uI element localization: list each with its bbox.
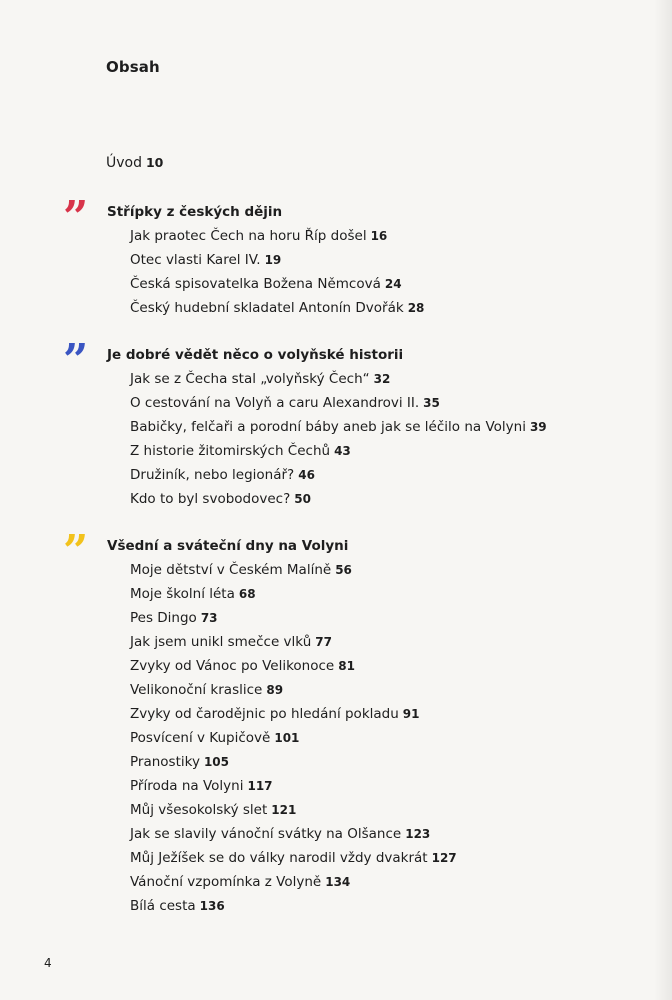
- entry-page-number: 46: [298, 468, 315, 482]
- toc-entry: [130, 395, 547, 419]
- section-entries: [130, 228, 424, 324]
- quote-mark-icon: ”: [63, 335, 89, 386]
- toc-entry: [130, 276, 424, 300]
- toc-entry: [130, 778, 457, 802]
- toc-entry: [130, 300, 424, 324]
- entry-page-number: 117: [247, 779, 273, 793]
- toc-entry: [130, 228, 424, 252]
- entry-title: Kdo to byl svobodovec?: [130, 491, 291, 507]
- entry-title: Český hudební skladatel Antonín Dvořák: [130, 300, 404, 316]
- toc-entry: [130, 874, 457, 898]
- toc-entry: [130, 252, 424, 276]
- section-entries: [130, 371, 547, 515]
- toc-entry: [130, 467, 547, 491]
- toc-entry: [130, 706, 457, 730]
- entry-title: Z historie žitomirských Čechů: [130, 443, 331, 459]
- section-title: Střípky z českých dějin: [107, 204, 283, 220]
- toc-entry: [130, 682, 457, 706]
- entry-title: Zvyky od čarodějnic po hledání pokladu: [130, 706, 399, 722]
- entry-title: Babičky, felčaři a porodní báby aneb jak se léčilo na Volyni: [130, 419, 526, 435]
- entry-page-number: 123: [405, 827, 431, 841]
- entry-title: Otec vlasti Karel IV.: [130, 252, 261, 268]
- toc-entry: [130, 898, 457, 922]
- entry-page-number: 16: [370, 229, 388, 243]
- quote-mark-icon: ”: [63, 192, 89, 243]
- toc-entry: [130, 371, 547, 395]
- entry-page-number: 24: [384, 277, 402, 291]
- entry-title: Posvícení v Kupičově: [130, 730, 271, 746]
- intro-page-number: 10: [145, 155, 164, 170]
- entry-title: Jak se slavily vánoční svátky na Olšance: [130, 826, 402, 842]
- section-entries: [130, 562, 457, 922]
- entry-title: Česká spisovatelka Božena Němcová: [130, 276, 381, 292]
- entry-title: Bílá cesta: [130, 898, 196, 914]
- entry-page-number: 101: [274, 731, 300, 745]
- toc-entry: [130, 850, 457, 874]
- entry-page-number: 81: [338, 659, 355, 673]
- entry-title: Můj všesokolský slet: [130, 802, 268, 818]
- entry-title: O cestování na Volyň a caru Alexandrovi II.: [130, 395, 420, 411]
- toc-entry: [130, 634, 457, 658]
- entry-page-number: 91: [402, 707, 420, 721]
- entry-page-number: 28: [407, 301, 425, 315]
- entry-page-number: 73: [200, 611, 218, 625]
- entry-page-number: 56: [335, 563, 352, 577]
- entry-title: Jak se z Čecha stal „volyňský Čech“: [130, 371, 370, 387]
- section-title: Je dobré vědět něco o volyňské historii: [107, 347, 404, 363]
- entry-page-number: 39: [529, 420, 547, 434]
- toc-entry: [130, 443, 547, 467]
- entry-page-number: 136: [199, 899, 225, 913]
- toc-entry: [130, 586, 457, 610]
- entry-page-number: 105: [203, 755, 230, 769]
- entry-title: Vánoční vzpomínka z Volyně: [130, 874, 322, 890]
- entry-title: Družiník, nebo legionář?: [130, 467, 295, 483]
- page-number: 4: [44, 956, 52, 970]
- intro-title: Úvod: [106, 155, 142, 171]
- entry-page-number: 89: [266, 683, 284, 697]
- toc-entry: [130, 491, 547, 515]
- entry-title: Jak praotec Čech na horu Říp došel: [130, 228, 367, 244]
- page-edge-shadow: [654, 0, 672, 1000]
- entry-title: Můj Ježíšek se do války narodil vždy dvakrát: [130, 850, 428, 866]
- entry-title: Zvyky od Vánoc po Velikonoce: [130, 658, 335, 674]
- entry-title: Příroda na Volyni: [130, 778, 244, 794]
- toc-entry: [130, 562, 457, 586]
- entry-page-number: 68: [238, 587, 256, 601]
- toc-entry: [130, 610, 457, 634]
- quote-mark-icon: ”: [63, 526, 89, 577]
- entry-page-number: 19: [264, 253, 282, 267]
- entry-page-number: 77: [315, 635, 332, 649]
- entry-page-number: 127: [431, 851, 457, 865]
- toc-entry: [130, 826, 457, 850]
- entry-page-number: 121: [271, 803, 297, 817]
- entry-page-number: 43: [334, 444, 351, 458]
- toc-intro-entry: [106, 155, 163, 171]
- toc-entry: [130, 754, 457, 778]
- section-title: Všední a sváteční dny na Volyni: [107, 538, 349, 554]
- toc-entry: [130, 419, 547, 443]
- entry-title: Moje dětství v Českém Malíně: [130, 562, 332, 578]
- entry-title: Pranostiky: [130, 754, 200, 770]
- entry-page-number: 134: [325, 875, 351, 889]
- toc-entry: [130, 730, 457, 754]
- entry-title: Jak jsem unikl smečce vlků: [130, 634, 312, 650]
- entry-page-number: 50: [294, 492, 311, 506]
- entry-title: Pes Dingo: [130, 610, 197, 626]
- toc-entry: [130, 658, 457, 682]
- entry-title: Moje školní léta: [130, 586, 235, 602]
- entry-title: Velikonoční kraslice: [130, 682, 263, 698]
- toc-entry: [130, 802, 457, 826]
- entry-page-number: 35: [423, 396, 440, 410]
- toc-heading: Obsah: [106, 58, 160, 76]
- entry-page-number: 32: [373, 372, 391, 386]
